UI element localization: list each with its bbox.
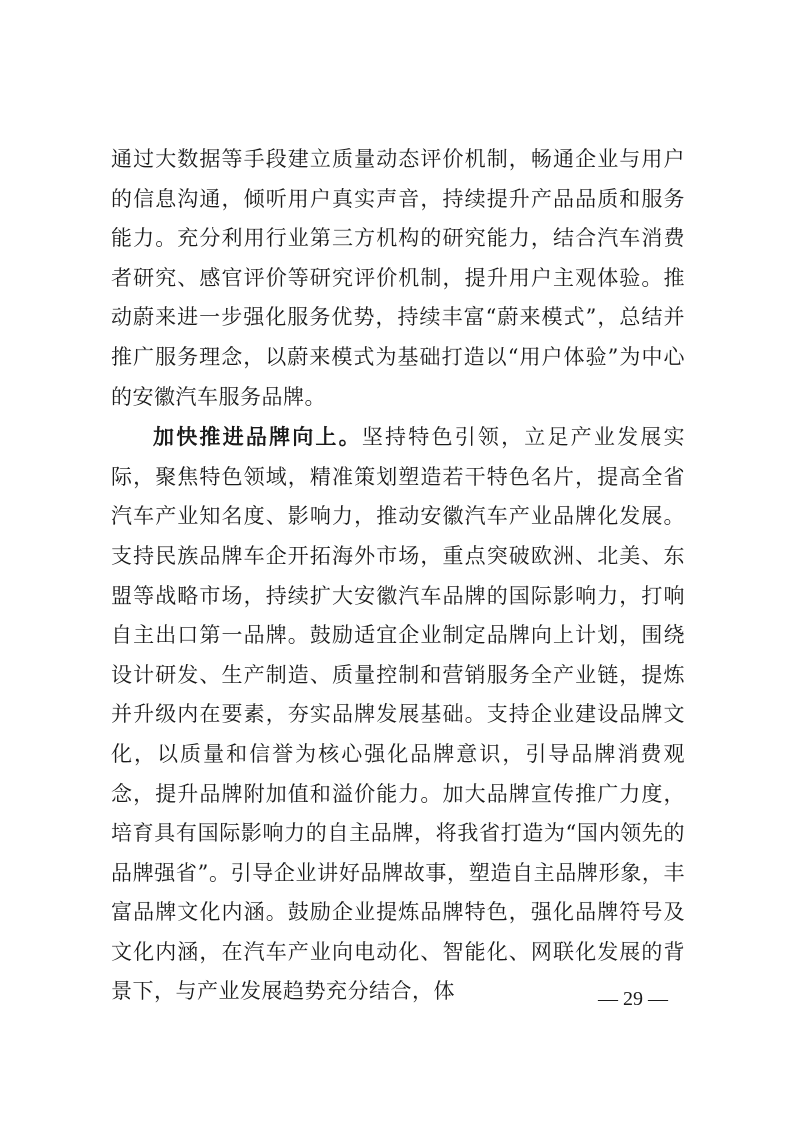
paragraph-text: 坚持特色引领，立足产业发展实际，聚焦特色领域，精准策划塑造若干特色名片，提高全省汽车产业知名度、影响力，推动安徽汽车产业品牌化发展。支持民族品牌车企开拓海外市场，重点突破欧洲、北美、东盟等战略市场，持续扩大安徽汽车品牌的国际影响力，打响自主出口第一品牌。鼓励适宜企业制定品牌向上计划，围绕设计研发、生产制造、质量控制和营销服务全产业链，提炼并升级内在要素，夯实品牌发展基础。支持企业建设品牌文化，以质量和信誉为核心强化品牌意识，引导品牌消费观念，提升品牌附加值和溢价能力。加大品牌宣传推广力度，培育具有国际影响力的自主品牌，将我省打造为“国内领先的品牌强省”。引导企业讲好品牌故事，塑造自主品牌形象，丰富品牌文化内涵。鼓励企业提炼品牌特色，强化品牌符号及文化内涵，在汽车产业向电动化、智能化、网联化发展的背景下，与产业发展趋势充分结合，体 [111,425,686,1004]
page-number: — 29 — [598,988,668,1010]
paragraph-text: 通过大数据等手段建立质量动态评价机制，畅通企业与用户的信息沟通，倾听用户真实声音，持续提升产品品质和服务能力。充分利用行业第三方机构的研究能力，结合汽车消费者研究、感官评价等研究评价机制，提升用户主观体验。推动蔚来进一步强化服务优势，持续丰富“蔚来模式”，总结并推广服务理念，以蔚来模式为基础打造以“用户体验”为中心的安徽汽车服务品牌。 [111,147,685,409]
paragraph-lead-heading: 加快推进品牌向上。 [153,424,362,450]
paragraph-service-brand [111,140,685,417]
document-body [111,140,685,1012]
paragraph-brand-upgrade [111,417,685,1012]
